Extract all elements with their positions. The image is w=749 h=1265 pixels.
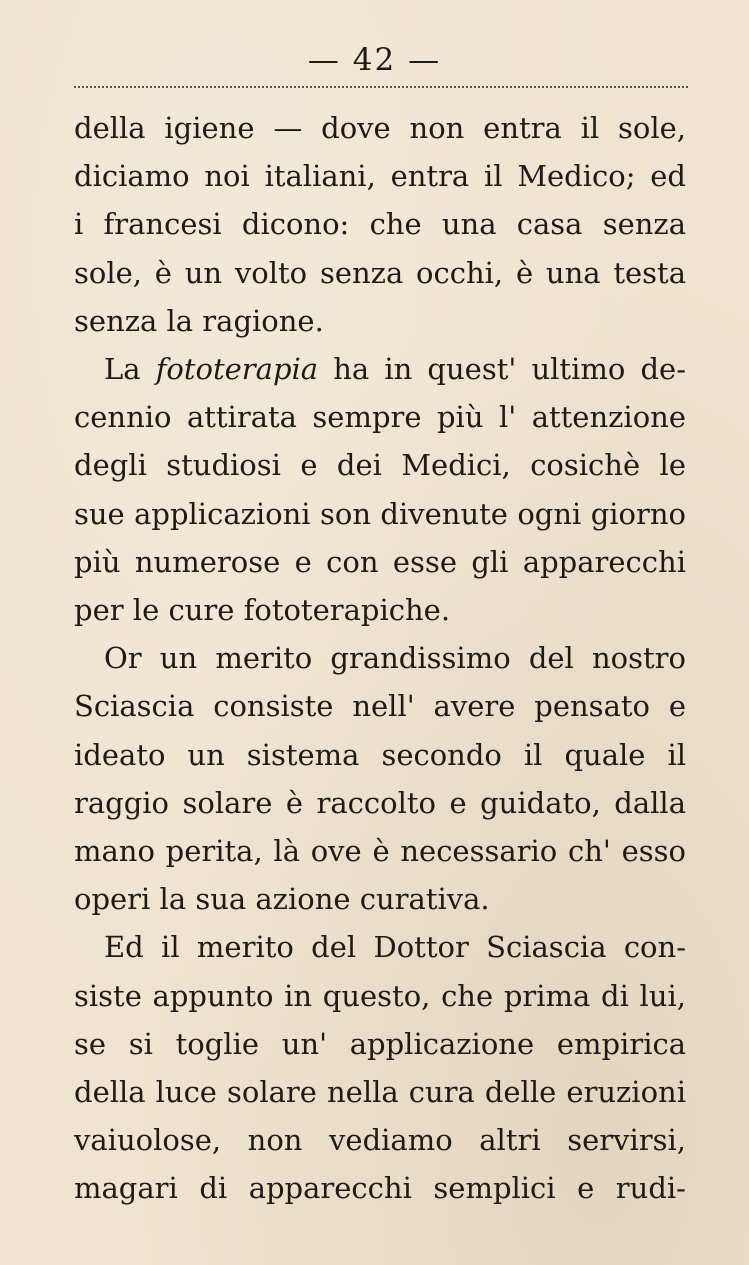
text-line: ideato un sistema secondo il quale il (74, 737, 686, 772)
text-line: sue applicazioni son divenute ogni giorno (74, 496, 686, 531)
italic-term: fototerapia (155, 352, 319, 387)
text-fragment: ha in quest' ultimo de- (318, 352, 686, 387)
text-line: magari di apparecchi semplici e rudi- (74, 1171, 686, 1206)
text-line: della luce solare nella cura delle eruzioni (74, 1075, 686, 1110)
paragraph-4 (74, 923, 686, 1212)
text-line: se si toglie un' applicazione empirica (74, 1026, 686, 1061)
text-line: Sciascia consiste nell' avere pensato e (74, 689, 686, 724)
text-line: mano perita, là ove è necessario ch' esso (74, 834, 686, 869)
paragraph-2 (74, 345, 686, 634)
text-line (74, 345, 686, 393)
body-text (74, 104, 686, 1213)
text-line: della igiene — dove non entra il sole, (74, 111, 686, 145)
text-line: degli studiosi e dei Medici, cosichè le (74, 448, 686, 483)
paragraph-3 (74, 634, 686, 923)
text-line: sole, è un volto senza occhi, è una testa (74, 255, 686, 290)
text-line: più numerose e con esse gli apparecchi (74, 544, 686, 579)
paragraph-1 (74, 104, 686, 345)
text-line: senza la ragione. (74, 303, 324, 338)
page-number: — 42 — (307, 42, 442, 78)
text-line: cennio attirata sempre più l' attenzione (74, 400, 686, 435)
text-line: siste appunto in questo, che prima di lui, (74, 978, 686, 1013)
text-line: Ed il merito del Dottor Sciascia con- (104, 930, 686, 965)
text-line: vaiuolose, non vediamo altri servirsi, (74, 1123, 686, 1158)
header-divider (74, 86, 688, 88)
text-line: per le cure fototerapiche. (74, 593, 451, 628)
text-fragment: La (104, 352, 156, 387)
text-line: i francesi dicono: che una casa senza (74, 207, 686, 242)
text-line: raggio solare è raccolto e guidato, dalla (74, 785, 686, 820)
text-line: Or un merito grandissimo del nostro (104, 641, 686, 676)
text-line: diciamo noi italiani, entra il Medico; ed (74, 159, 686, 194)
text-line: operi la sua azione curativa. (74, 882, 490, 917)
